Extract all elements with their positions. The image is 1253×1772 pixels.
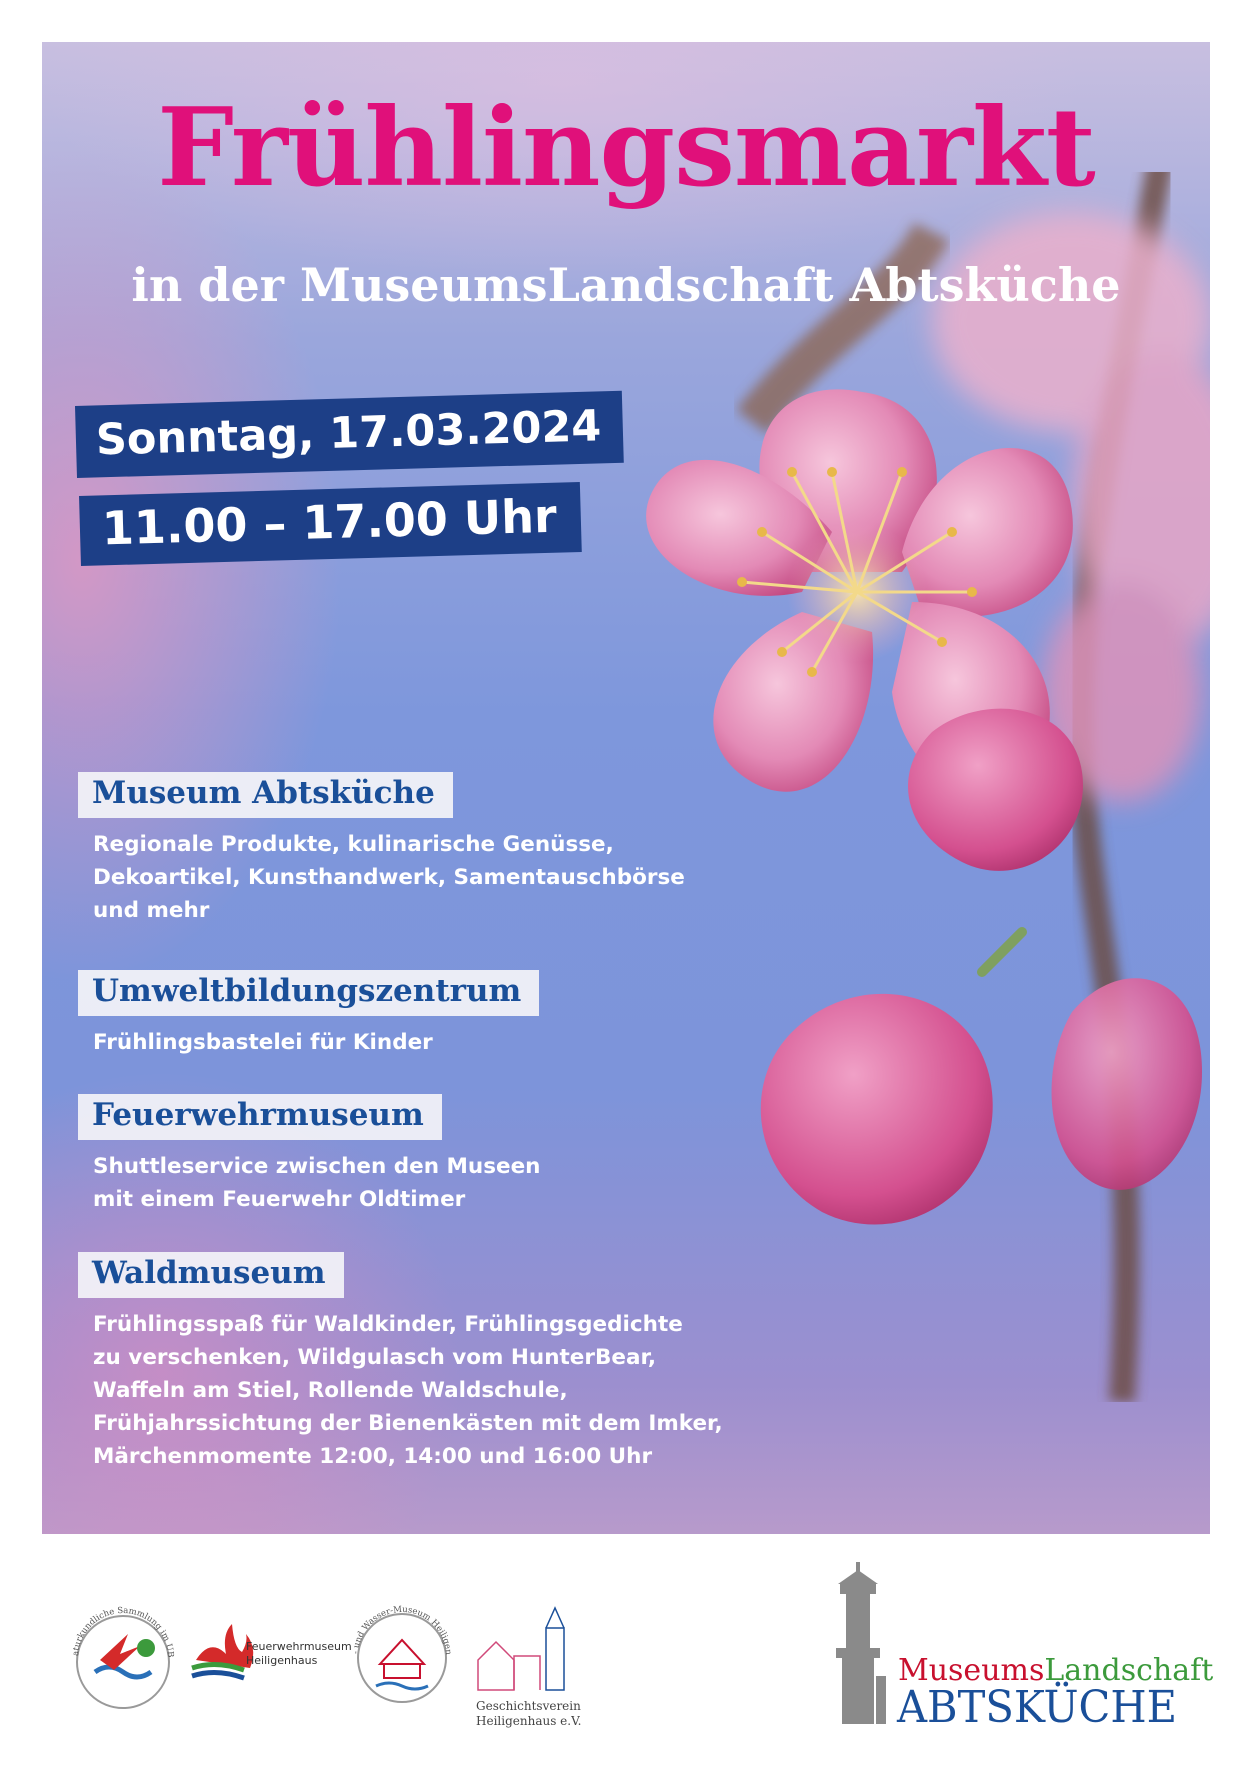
section-feuerwehrmuseum (78, 1094, 540, 1216)
sponsor-logos (0, 1534, 1253, 1772)
section-line: Dekoartikel, Kunsthandwerk, Samentauschbörse (93, 864, 685, 890)
section-line: Shuttleservice zwischen den Museen (93, 1153, 541, 1179)
section-line: mit einem Feuerwehr Oldtimer (93, 1186, 466, 1212)
wald-logo-text: - und Wasser-Museum Heiligen (351, 1604, 454, 1656)
section-description (93, 1308, 723, 1473)
section-line: Frühlingsspaß für Waldkinder, Frühlingsgedichte (93, 1311, 683, 1337)
section-line: Märchenmomente 12:00, 14:00 und 16:00 Uhr (93, 1443, 653, 1469)
section-line: Frühjahrssichtung der Bienenkästen mit dem Imker, (93, 1410, 723, 1436)
feuerwehr-logo-line2: Heiligenhaus (246, 1654, 318, 1667)
section-line: zu verschenken, Wildgulasch vom HunterBear, (93, 1344, 657, 1370)
section-label: Feuerwehrmuseum (78, 1094, 442, 1140)
feuerwehr-logo-line1: Feuerwehrmuseum (246, 1640, 352, 1653)
poster-title: Frühlingsmarkt (157, 85, 1095, 211)
brand-part2: Landschaft (1044, 1653, 1214, 1688)
feuerwehrmuseum-logo (192, 1624, 352, 1678)
section-line: und mehr (93, 897, 210, 923)
section-label: Waldmuseum (78, 1252, 344, 1298)
section-line: Waffeln am Stiel, Rollende Waldschule, (93, 1377, 568, 1403)
event-time: 11.00 – 17.00 Uhr (79, 482, 582, 566)
section-line: Frühlingsbastelei für Kinder (93, 1029, 433, 1055)
wald-wasser-museum-logo (0, 1534, 453, 1702)
section-label: Museum Abtsküche (78, 772, 453, 818)
geschichte-logo-line1: Geschichtsverein (476, 1699, 581, 1713)
section-description (93, 1026, 539, 1059)
poster-subtitle: in der MuseumsLandschaft Abtsküche (131, 258, 1121, 312)
building-icon (478, 1642, 514, 1690)
geschichte-logo-line2: Heiligenhaus e.V. (476, 1714, 582, 1728)
section-label: Umweltbildungszentrum (78, 970, 539, 1016)
naturkunde-logo-text: aturkundliche Sammlung im UB (71, 1605, 176, 1658)
abtskueche-brand-logo (836, 1562, 1213, 1733)
section-waldmuseum (78, 1252, 723, 1473)
section-description (93, 1150, 540, 1216)
section-umweltbildungszentrum (78, 970, 539, 1059)
brand-line2: ABTSKÜCHE (897, 1682, 1194, 1733)
tower-icon (836, 1562, 886, 1724)
brand-part1: Museums (898, 1653, 1045, 1688)
flame-icon (196, 1624, 253, 1668)
church-tower-icon (546, 1628, 564, 1690)
cherry-blossom-illustration (602, 172, 1210, 1402)
event-date: Sonntag, 17.03.2024 (75, 391, 624, 478)
section-museum-abtskueche (78, 772, 685, 927)
section-line: Regionale Produkte, kulinarische Genüsse, (93, 831, 614, 857)
geschichtsverein-logo (476, 1608, 581, 1728)
section-description (93, 828, 685, 927)
naturkunde-logo (0, 1534, 175, 1708)
poster-background (42, 42, 1210, 1534)
